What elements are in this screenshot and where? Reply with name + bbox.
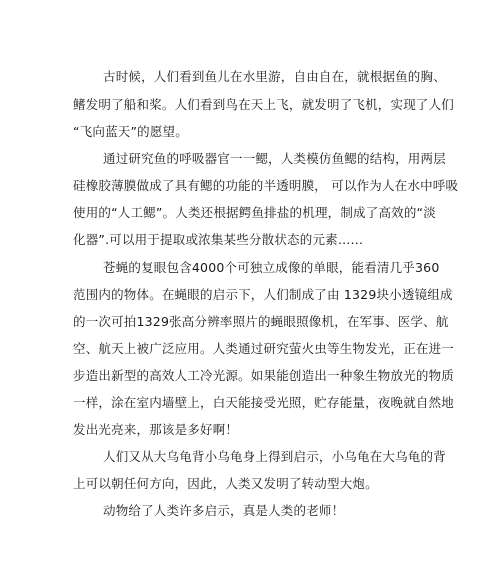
text-line: 苍蝇的复眼包含4000个可独立成像的单眼，能看清几乎360 xyxy=(103,260,440,275)
text-line: 鳍发明了船和桨。人们看到鸟在天上飞，就发明了飞机，实现了人们 xyxy=(73,97,455,112)
text-line: 化器”.可以用于提取或浓集某些分散状态的元素…… xyxy=(73,232,364,247)
text-line: 古时候，人们看到鱼儿在水里游，自由自在，就根据鱼的胸、 xyxy=(103,69,446,84)
text-line: “飞向蓝天”的愿望。 xyxy=(73,124,188,139)
text-line: 的一次可拍1329张高分辨率照片的蝇眼照像机，在军事、医学、航 xyxy=(73,314,449,329)
text-line: 硅橡胶薄膜做成了具有鳃的功能的半透明膜， 可以作为人在水中呼吸 xyxy=(73,178,459,193)
text-line: 发出光亮来，那该是多好啊！ xyxy=(73,422,239,437)
text-line: 通过研究鱼的呼吸器官一一鳃，人类模仿鱼鳃的结构，用两层 xyxy=(103,151,446,166)
text-line: 步造出新型的高效人工冷光源。如果能创造出一种象生物放光的物质 xyxy=(73,368,455,383)
text-line: 范围内的物体。在蝇眼的启示下，人们制成了由 1329块小透镜组成 xyxy=(73,287,453,302)
text-line: 使用的“人工鳃”。人类还根据鳄鱼排盐的机理，制成了高效的“淡 xyxy=(73,205,436,220)
text-line: 上可以朝任何方向，因此，人类又发明了转动型大炮。 xyxy=(73,476,378,491)
text-line: 动物给了人类许多启示，真是人类的老师！ xyxy=(103,503,345,518)
text-line: 空、航天上被广泛应用。人类通过研究萤火虫等生物发光，正在进一 xyxy=(73,341,455,356)
text-line: 一样，涂在室内墙壁上，白天能接受光照，贮存能量，夜晚就自然地 xyxy=(73,395,455,410)
text-line: 人们又从大乌龟背小乌龟身上得到启示，小乌龟在大乌龟的背 xyxy=(103,449,446,464)
